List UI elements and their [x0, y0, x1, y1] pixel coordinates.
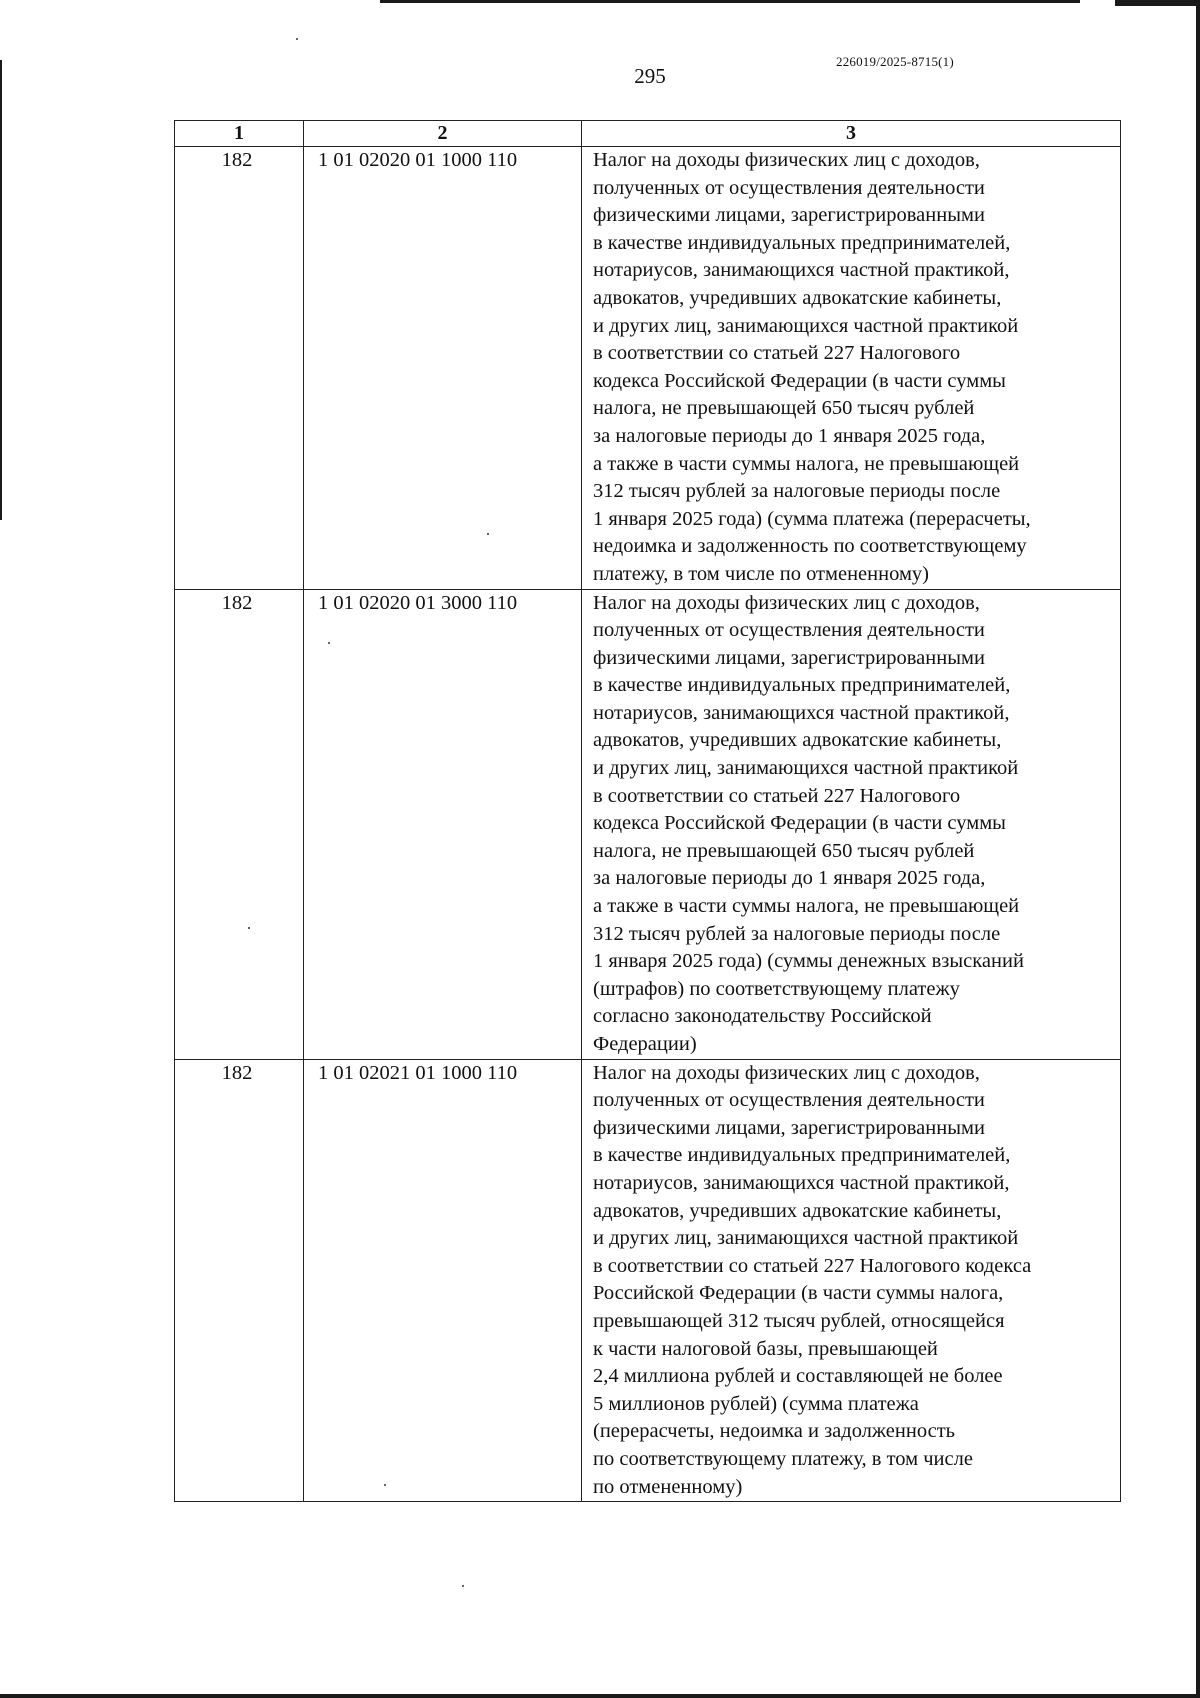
description-line: нотариусов, занимающихся частной практикой,	[593, 1171, 1010, 1194]
description-line: в соответствии со статьей 227 Налогового	[593, 784, 961, 807]
description-line: (штрафов) по соответствующему платежу	[593, 977, 960, 1000]
scan-edge-top	[380, 0, 1080, 3]
description-line: в качестве индивидуальных предпринимателей,	[593, 231, 1011, 254]
budget-classification-table	[174, 120, 1121, 1502]
column-header-3: 3	[582, 121, 1121, 147]
description-line: и других лиц, занимающихся частной практикой	[593, 314, 1019, 337]
description-line: платежу, в том числе по отмененному)	[593, 562, 929, 585]
description-cell	[582, 589, 1121, 1059]
description-line: Налог на доходы физических лиц с доходов,	[593, 1061, 980, 1084]
description-line: и других лиц, занимающихся частной практикой	[593, 1227, 1019, 1250]
description-line: и других лиц, занимающихся частной практикой	[593, 757, 1019, 780]
description-line: недоимка и задолженность по соответствующему	[593, 535, 1027, 558]
table-row	[175, 147, 1121, 590]
budget-code-cell: 1 01 02020 01 3000 110	[304, 589, 582, 1059]
description-line: к части налоговой базы, превышающей	[593, 1337, 938, 1360]
description-line: нотариусов, занимающихся частной практикой,	[593, 701, 1010, 724]
admin-code-cell: 182	[175, 1059, 304, 1502]
description-line: Федерации)	[593, 1033, 697, 1055]
description-line: (перерасчеты, недоимка и задолженность	[593, 1420, 956, 1443]
column-header-1: 1	[175, 121, 304, 147]
budget-code-cell: 1 01 02021 01 1000 110	[304, 1059, 582, 1502]
admin-code-cell: 182	[175, 147, 304, 590]
description-line: в соответствии со статьей 227 Налогового кодекса	[593, 1254, 1032, 1277]
description-line: адвокатов, учредивших адвокатские кабинеты,	[593, 1199, 1002, 1222]
budget-code-cell: 1 01 02020 01 1000 110	[304, 147, 582, 590]
description-line: 1 января 2025 года) (сумма платежа (перерасчеты,	[593, 507, 1031, 530]
description-line: полученных от осуществления деятельности	[593, 1089, 985, 1112]
description-line: в соответствии со статьей 227 Налогового	[593, 342, 961, 365]
description-line: физическими лицами, зарегистрированными	[593, 646, 985, 669]
table-body	[175, 147, 1121, 1502]
scan-edge-bottom	[0, 1694, 1200, 1698]
description-line: а также в части суммы налога, не превышающей	[593, 895, 1020, 918]
table-header-row	[175, 121, 1121, 147]
description-line: полученных от осуществления деятельности	[593, 176, 985, 199]
document-number: 226019/2025-8715(1)	[836, 54, 954, 69]
description-line: кодекса Российской Федерации (в части суммы	[593, 812, 1006, 835]
description-line: по отмененному)	[593, 1475, 743, 1498]
description-line: физическими лицами, зарегистрированными	[593, 204, 985, 227]
description-line: адвокатов, учредивших адвокатские кабинеты,	[593, 729, 1002, 752]
description-line: по соответствующему платежу, в том числе	[593, 1447, 973, 1470]
description-cell	[582, 147, 1121, 590]
table-row	[175, 589, 1121, 1059]
description-line: физическими лицами, зарегистрированными	[593, 1116, 985, 1139]
description-line: превышающей 312 тысяч рублей, относящейся	[593, 1309, 1005, 1332]
description-line: за налоговые периоды до 1 января 2025 года,	[593, 867, 986, 890]
description-line: 5 миллионов рублей) (сумма платежа	[593, 1392, 919, 1415]
description-line: 2,4 миллиона рублей и составляющей не более	[593, 1365, 1003, 1388]
scan-speck	[462, 1585, 464, 1587]
page-number: 295	[634, 64, 666, 88]
description-line: 312 тысяч рублей за налоговые периоды после	[593, 922, 1001, 945]
description-line: в качестве индивидуальных предпринимателей,	[593, 1144, 1011, 1167]
description-line: 312 тысяч рублей за налоговые периоды после	[593, 480, 1001, 503]
description-cell	[582, 1059, 1121, 1502]
description-line: 1 января 2025 года) (суммы денежных взысканий	[593, 950, 1024, 973]
table-row	[175, 1059, 1121, 1502]
description-line: а также в части суммы налога, не превышающей	[593, 452, 1020, 475]
description-line: полученных от осуществления деятельности	[593, 619, 985, 642]
description-line: налога, не превышающей 650 тысяч рублей	[593, 839, 975, 862]
scan-edge-left	[0, 60, 2, 520]
admin-code-cell: 182	[175, 589, 304, 1059]
scan-edge-right	[1196, 0, 1200, 1698]
description-line: за налоговые периоды до 1 января 2025 года,	[593, 424, 986, 447]
description-line: кодекса Российской Федерации (в части суммы	[593, 369, 1006, 392]
description-line: согласно законодательству Российской	[593, 1005, 932, 1028]
description-line: Налог на доходы физических лиц с доходов,	[593, 149, 980, 171]
description-line: Российской Федерации (в части суммы налога,	[593, 1282, 1004, 1305]
description-line: адвокатов, учредивших адвокатские кабинеты,	[593, 286, 1002, 309]
description-line: налога, не превышающей 650 тысяч рублей	[593, 397, 975, 420]
description-line: в качестве индивидуальных предпринимателей,	[593, 674, 1011, 697]
column-header-2: 2	[304, 121, 582, 147]
description-line: нотариусов, занимающихся частной практикой,	[593, 259, 1010, 282]
scan-edge-top-right	[1115, 0, 1200, 6]
description-line: Налог на доходы физических лиц с доходов,	[593, 591, 980, 614]
scan-speck	[296, 38, 298, 40]
